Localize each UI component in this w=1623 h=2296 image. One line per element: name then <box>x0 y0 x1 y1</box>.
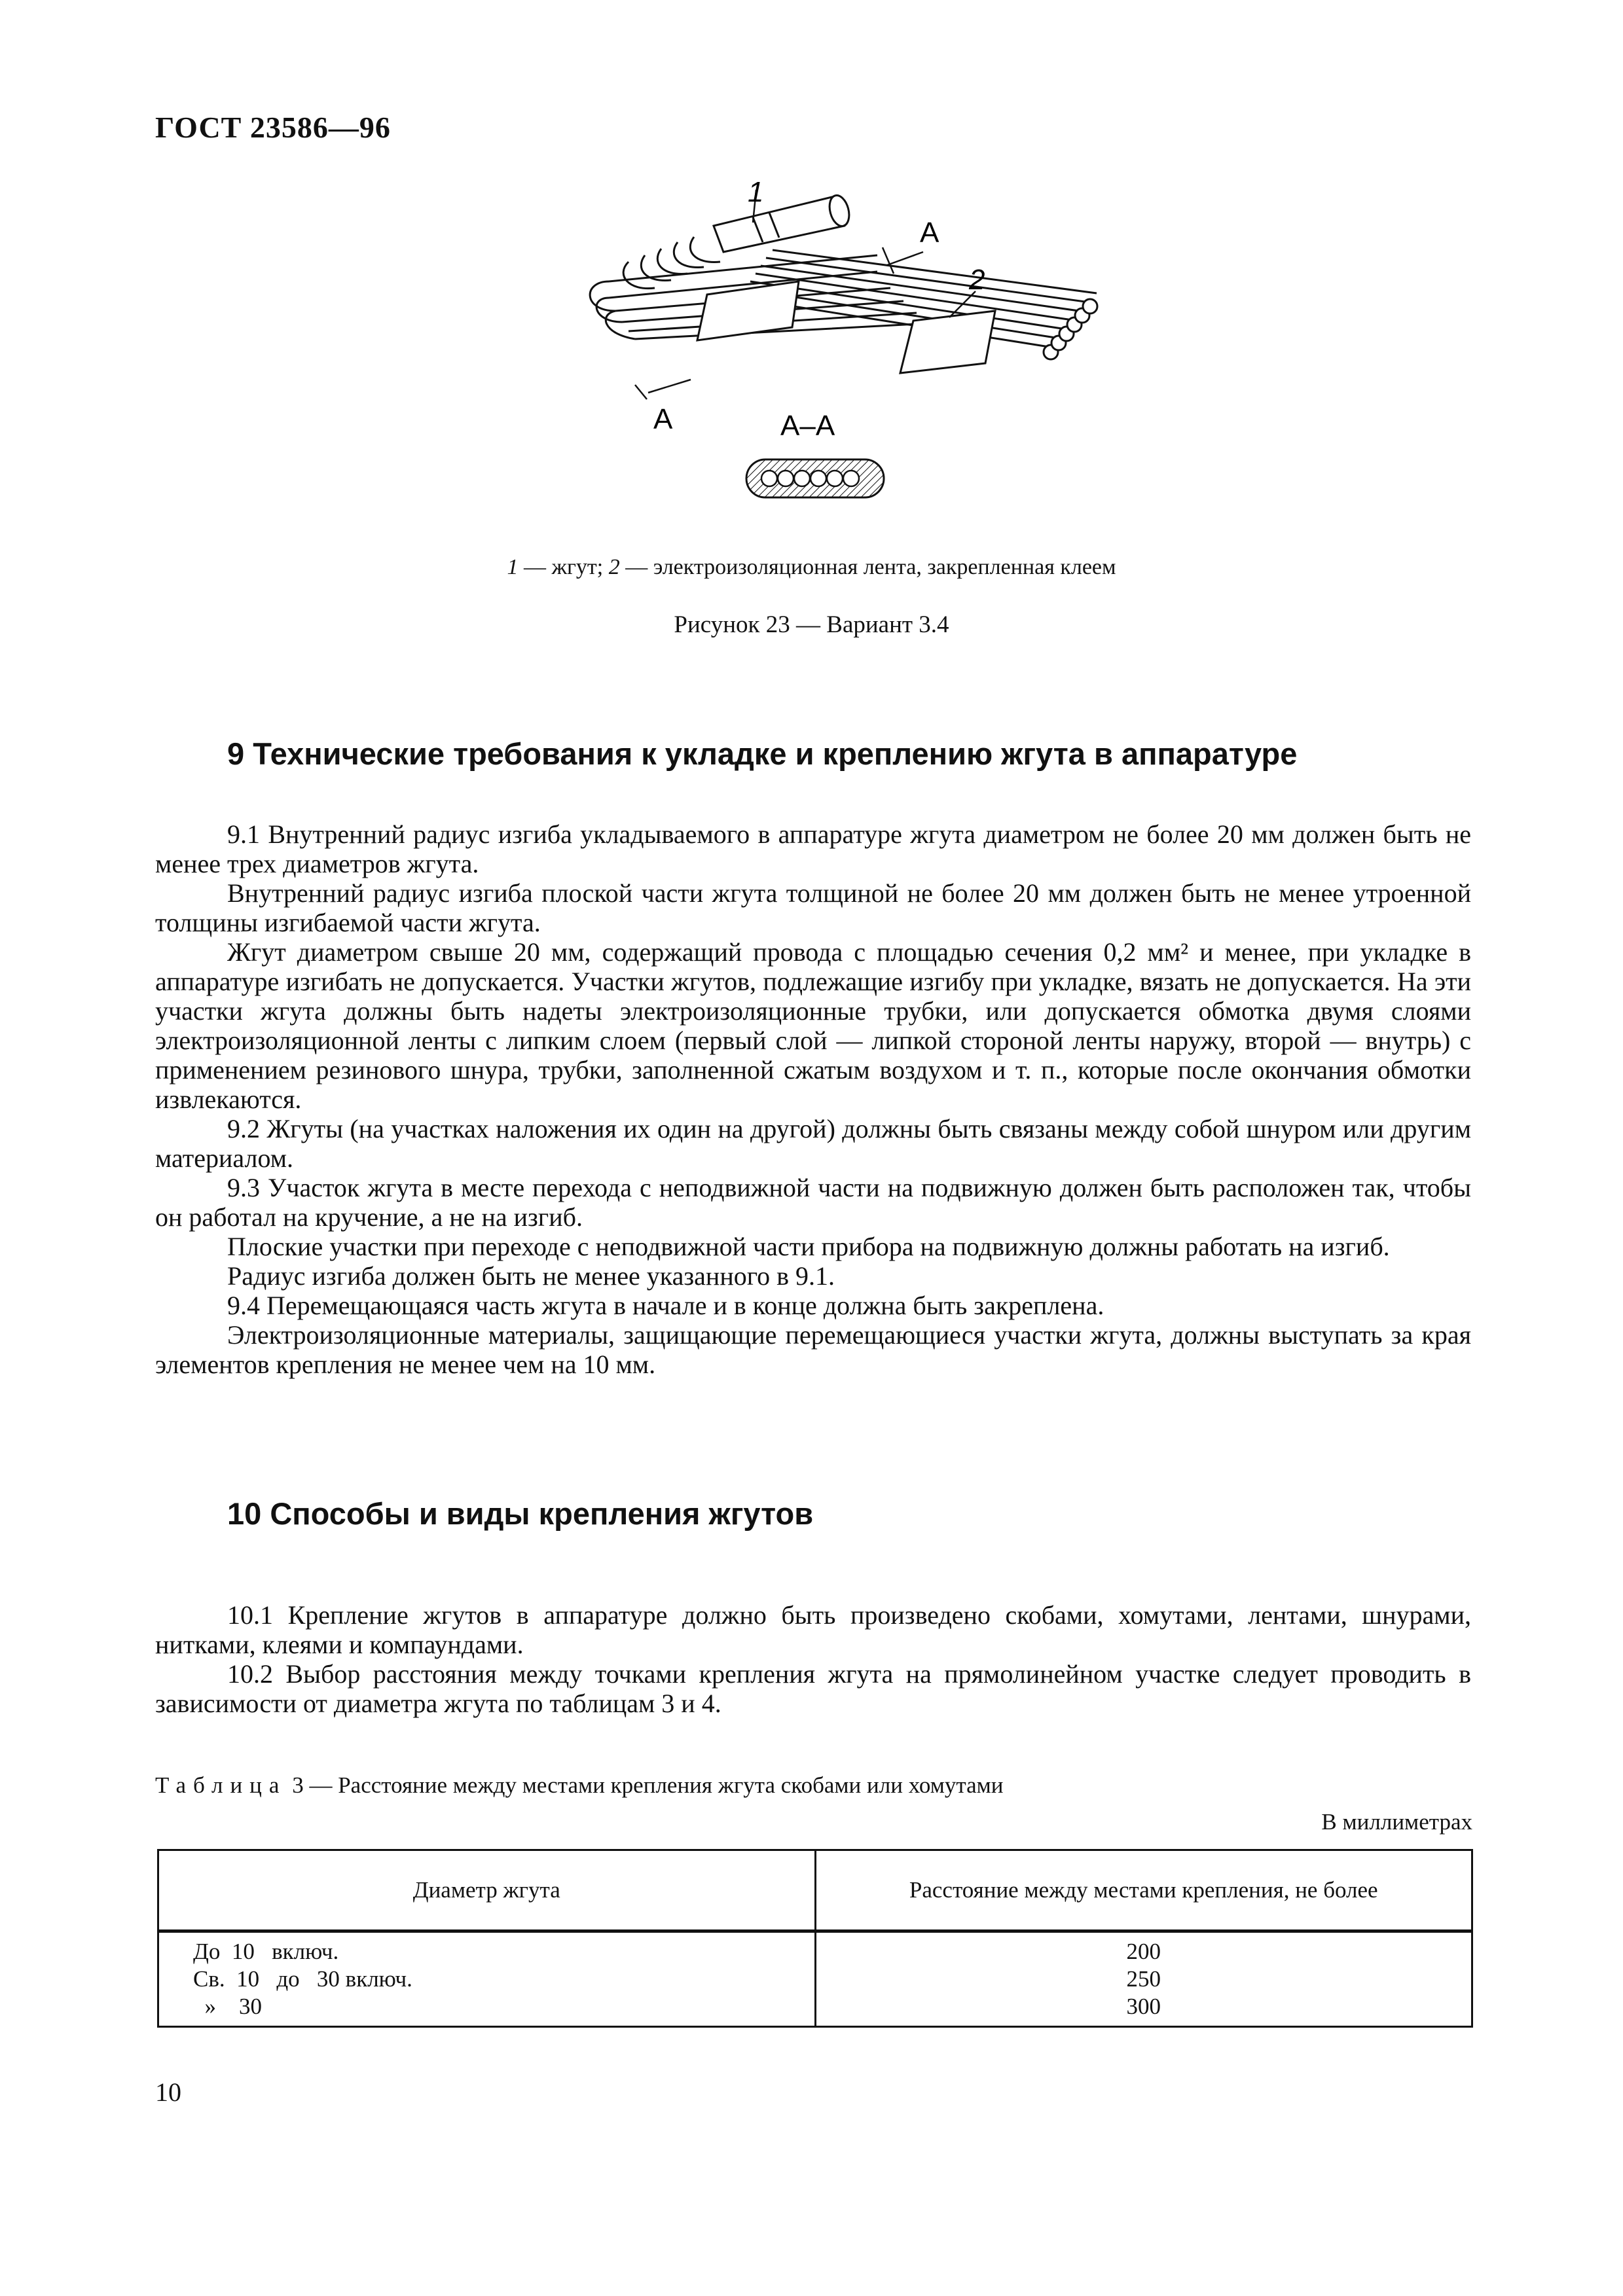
harness-bundle <box>714 193 852 252</box>
callout-1: 1 <box>748 177 764 208</box>
section-mark-bottom: А <box>653 403 673 435</box>
section-10-title: 10 Способы и виды крепления жгутов <box>227 1496 814 1531</box>
table-row <box>158 1931 1472 2027</box>
section-9-title: 9 Технические требования к укладке и креплению жгута в аппаратуре <box>227 736 1298 771</box>
section-label: А–А <box>780 410 835 442</box>
paragraph: Радиус изгиба должен быть не менее указанного в 9.1. <box>227 1261 835 1291</box>
paragraph: 9.2 Жгуты (на участках наложения их один на другой) должны быть связаны между собой шнуром или другим материалом. <box>155 1114 1471 1173</box>
paragraph: 10.1 Крепление жгутов в аппаратуре должно быть произведено скобами, хомутами, лентами, шнурами, нитками, клеями и компаундами. <box>155 1600 1471 1659</box>
paragraph: 9.3 Участок жгута в месте перехода с неподвижной части на подвижную должен быть расположен так, чтобы он работал на кручение, а не на изгиб. <box>155 1173 1471 1232</box>
distance-cell: 200 250 300 <box>815 1931 1472 2027</box>
callout-2: 2 <box>969 264 985 296</box>
harness-wires <box>590 237 1097 348</box>
paragraph: Электроизоляционные материалы, защищающие перемещающиеся участки жгута, должны выступать за края элементов крепления не менее чем на 10 мм. <box>155 1320 1471 1379</box>
paragraph: 9.4 Перемещающаяся часть жгута в начале и в конце должна быть закреплена. <box>227 1291 1104 1320</box>
table-3 <box>157 1849 1473 2028</box>
table-3-caption: Таблица 3 — Расстояние между местами крепления жгута скобами или хомутами <box>155 1772 1004 1798</box>
page-number: 10 <box>155 2077 181 2107</box>
section-view <box>746 459 884 497</box>
figure-caption: Рисунок 23 — Вариант 3.4 <box>674 611 949 638</box>
page-header: ГОСТ 23586—96 <box>155 111 391 144</box>
table-3-units: В миллиметрах <box>1321 1809 1472 1835</box>
section-9-body <box>155 819 1471 1379</box>
column-header-distance: Расстояние между местами крепления, не более <box>815 1850 1472 1931</box>
harness-figure <box>537 177 1126 517</box>
column-header-diameter: Диаметр жгута <box>158 1850 816 1931</box>
diameter-cell: До 10 включ. Св. 10 до 30 включ. » 30 <box>158 1931 816 2027</box>
paragraph: Внутренний радиус изгиба плоской части жгута толщиной не более 20 мм должен быть не менее утроенной толщины изгибаемой части жгута. <box>155 878 1471 937</box>
paragraph: Плоские участки при переходе с неподвижной части прибора на подвижную должны работать на изгиб. <box>227 1232 1390 1261</box>
paragraph: 10.2 Выбор расстояния между точками крепления жгута на прямолинейном участке следует проводить в зависимости от диаметра жгута по таблицам 3 и 4. <box>155 1659 1471 1718</box>
paragraph: 9.1 Внутренний радиус изгиба укладываемого в аппаратуре жгута диаметром не более 20 мм должен быть не менее трех диаметров жгута. <box>155 819 1471 878</box>
paragraph: Жгут диаметром свыше 20 мм, содержащий провода с площадью сечения 0,2 мм² и менее, при укладке в аппаратуре изгибать не допускается. Участки жгутов, подлежащие изгибу при укладке, вязать не допускается. На эти участки жгута должны быть надеты электроизоляционные трубки, или допускается обмотка двумя слоями электроизоляционной ленты с липким слоем (первый слой — липкой стороной ленты наружу, второй — внутрь) с применением резинового шнура, трубки, заполненной сжатым воздухом и т. п., которые после окончания обмотки извлекаются. <box>155 937 1471 1114</box>
section-10-body <box>155 1600 1471 1718</box>
section-mark-top: А <box>920 217 939 249</box>
tape-band-right <box>900 311 995 373</box>
figure-legend: 1 — жгут; 2 — электроизоляционная лента, закрепленная клеем <box>507 555 1116 579</box>
wire-ends <box>1044 299 1097 359</box>
